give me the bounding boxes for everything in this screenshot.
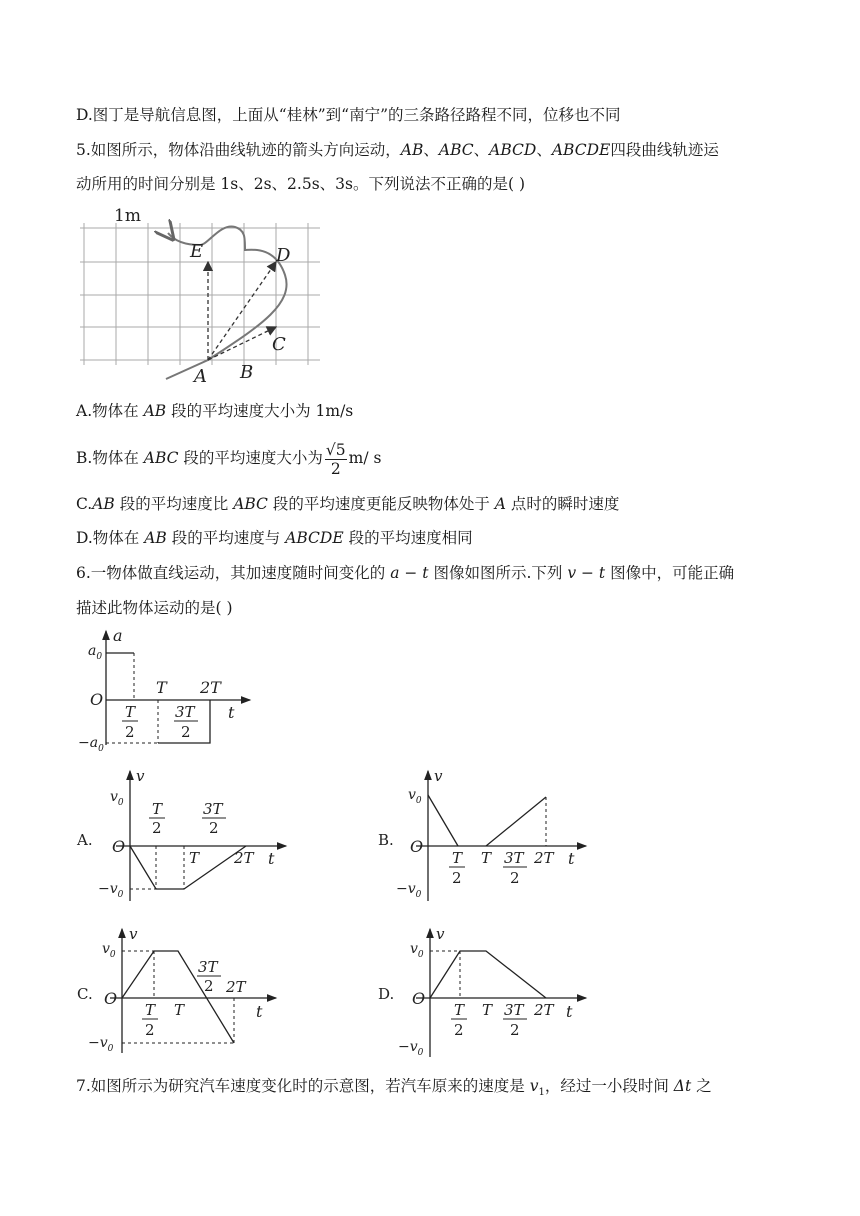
neg-v0-label: $-v_0$ [98, 881, 124, 900]
q5-ab: AB [400, 141, 424, 159]
tick-T2-num: T [152, 800, 163, 818]
tick-T2-den: 2 [125, 723, 135, 741]
q6-option-a-graph [76, 765, 296, 905]
t-label: t [268, 849, 275, 868]
t-label: t [568, 849, 575, 868]
arrow-ac [208, 327, 276, 360]
option-d-label: D. [378, 985, 395, 1003]
tick-T2-den: 2 [452, 869, 462, 887]
tick-2T: 2T [534, 849, 554, 867]
q5-abcde: ABCDE [551, 141, 611, 159]
opt-math: AB [144, 529, 167, 547]
neg-v0-label: $-v_0$ [398, 1039, 424, 1058]
opt-text: 段的平均速度与 [166, 529, 286, 547]
q6-option-b-graph [376, 765, 596, 905]
q5-text: 5.如图所示，物体沿曲线轨迹的箭头方向运动， [76, 141, 401, 159]
neg-a0-label: $-a_0$ [78, 735, 104, 754]
q5-option-c [76, 494, 619, 514]
tick-T2-den: 2 [152, 819, 162, 837]
v-label: v [136, 767, 145, 785]
opt-text: 段的平均速度相同 [343, 529, 473, 547]
q5-text: 动所用的时间分别是 1s、2s、2.5s、3s。下列说法不正确的是( ) [76, 175, 526, 193]
point-e-label: E [190, 241, 204, 262]
tick-3T2-num: 3T [203, 800, 223, 818]
tick-T2-num: T [454, 1001, 465, 1019]
opt-math: AB [92, 495, 115, 513]
opt-math: AB [143, 402, 167, 420]
v0-label: $v_0$ [102, 941, 116, 960]
tick-3T2-num: 3T [198, 958, 218, 976]
v0-label: $v_0$ [410, 941, 424, 960]
q5-option-a [76, 401, 353, 421]
q5-abcd: ABCD [489, 141, 537, 159]
tick-T: T [189, 849, 200, 867]
neg-v0-label: $-v_0$ [396, 881, 422, 900]
point-c-label: C [272, 334, 286, 355]
tick-2T: 2T [226, 978, 246, 996]
tick-T2-num: T [145, 1001, 156, 1019]
tick-T2-num: T [125, 703, 136, 721]
tick-3T2-den: 2 [209, 819, 219, 837]
v-curve [428, 795, 458, 846]
tick-3T2-num: 3T [504, 849, 524, 867]
fraction-sqrt5-over-2 [325, 441, 347, 478]
tick-T2-den: 2 [454, 1021, 464, 1039]
q5-abc: ABC [438, 141, 474, 159]
q6-text: 描述此物体运动的是( ) [76, 599, 233, 617]
tick-T: T [174, 1001, 185, 1019]
v-label: v [434, 767, 443, 785]
tick-2T: 2T [200, 678, 221, 697]
q6-math: v − t [567, 564, 606, 582]
q5-text: 四段曲线轨迹运 [610, 141, 719, 159]
tick-T: T [481, 849, 492, 867]
q6-stem-line2 [76, 598, 233, 618]
tick-T2-num: T [452, 849, 463, 867]
q7-v1: v [529, 1077, 539, 1095]
v-label: v [129, 925, 138, 943]
q7-text: ，经过一小段时间 [544, 1077, 674, 1095]
opt-text: D.物体在 [76, 529, 145, 547]
opt-text: 段的平均速度大小为 [178, 449, 323, 467]
q6-stem-line1 [76, 563, 734, 583]
t-label: t [566, 1002, 573, 1021]
tick-3T2-den: 2 [204, 977, 214, 995]
q7-stem-line1 [76, 1076, 712, 1103]
tick-3T2-num: 3T [504, 1001, 524, 1019]
v-curve [130, 846, 246, 889]
origin-label: O [90, 690, 104, 709]
opt-math: A [494, 495, 506, 513]
q6-option-d-graph [376, 925, 596, 1060]
opt-math: ABC [143, 449, 179, 467]
opt-text: 段的平均速度大小为 1m/s [166, 402, 354, 420]
q7-dt: Δt [673, 1077, 692, 1095]
tick-T2-den: 2 [145, 1021, 155, 1039]
point-a-label: A [194, 366, 207, 387]
q5-sep: 、 [536, 141, 552, 159]
q5-stem-line1 [76, 140, 719, 160]
q5-option-b [76, 438, 381, 478]
t-label: t [256, 1002, 263, 1021]
v-label: v [436, 925, 445, 943]
v-curve [430, 951, 546, 998]
opt-text: B.物体在 [76, 449, 144, 467]
opt-text: C. [76, 495, 93, 513]
origin-label: O [412, 989, 426, 1008]
q4-option-d [76, 105, 621, 125]
q5-stem-line2 [76, 174, 525, 194]
tick-3T2-den: 2 [510, 1021, 520, 1039]
opt-unit: m/ s [348, 449, 382, 467]
q7-v1-sub: 1 [538, 1087, 545, 1099]
q6-math: a − t [390, 564, 429, 582]
opt-text: A.物体在 [76, 402, 144, 420]
neg-v0-label: $-v_0$ [88, 1035, 114, 1054]
tick-2T: 2T [534, 1001, 554, 1019]
a0-label: $a_0$ [88, 643, 103, 662]
q5-sep: 、 [423, 141, 439, 159]
option-a-label: A. [77, 831, 93, 849]
opt-math: ABCDE [285, 529, 344, 547]
option-b-label: B. [378, 831, 394, 849]
q7-text: 7.如图所示为研究汽车速度变化时的示意图，若汽车原来的速度是 [76, 1077, 530, 1095]
origin-label: O [410, 837, 424, 856]
tick-2T: 2T [234, 849, 254, 867]
v0-label: $v_0$ [408, 787, 422, 806]
v-curve [486, 797, 546, 846]
tick-3T2-num: 3T [175, 703, 195, 721]
tick-T: T [482, 1001, 493, 1019]
q5-trajectory-figure [80, 205, 330, 385]
q5-sep: 、 [473, 141, 490, 159]
point-b-label: B [240, 362, 254, 383]
opt-text: 段的平均速度比 [114, 495, 234, 513]
q7-text: 之 [691, 1077, 712, 1095]
t-label: t [228, 703, 235, 722]
q6-at-graph [78, 625, 278, 755]
v0-label: $v_0$ [110, 789, 124, 808]
frac-num: √5 [325, 440, 346, 459]
frac-den: 2 [330, 459, 341, 478]
q6-option-c-graph [76, 925, 296, 1055]
origin-label: O [112, 837, 126, 856]
tick-3T2-den: 2 [181, 723, 191, 741]
opt-text: 段的平均速度更能反映物体处于 [267, 495, 495, 513]
opt-math: ABC [233, 495, 268, 513]
point-d-label: D [276, 245, 291, 266]
a-label: a [113, 626, 123, 645]
q5-option-d [76, 528, 473, 548]
scale-label: 1m [114, 206, 141, 226]
tick-3T2-den: 2 [510, 869, 520, 887]
q6-text: 图像如图所示.下列 [428, 564, 568, 582]
trajectory-curve [166, 227, 287, 379]
q6-text: 6.一物体做直线运动，其加速度随时间变化的 [76, 564, 391, 582]
option-c-label: C. [77, 985, 93, 1003]
q4d-text: D.图丁是导航信息图，上面从“桂林”到“南宁”的三条路径路程不同，位移也不同 [76, 106, 621, 124]
q6-text: 图像中，可能正确 [605, 564, 735, 582]
tick-T: T [156, 678, 167, 697]
origin-label: O [104, 989, 118, 1008]
opt-text: 点时的瞬时速度 [505, 495, 620, 513]
arrow-ad [208, 262, 276, 360]
